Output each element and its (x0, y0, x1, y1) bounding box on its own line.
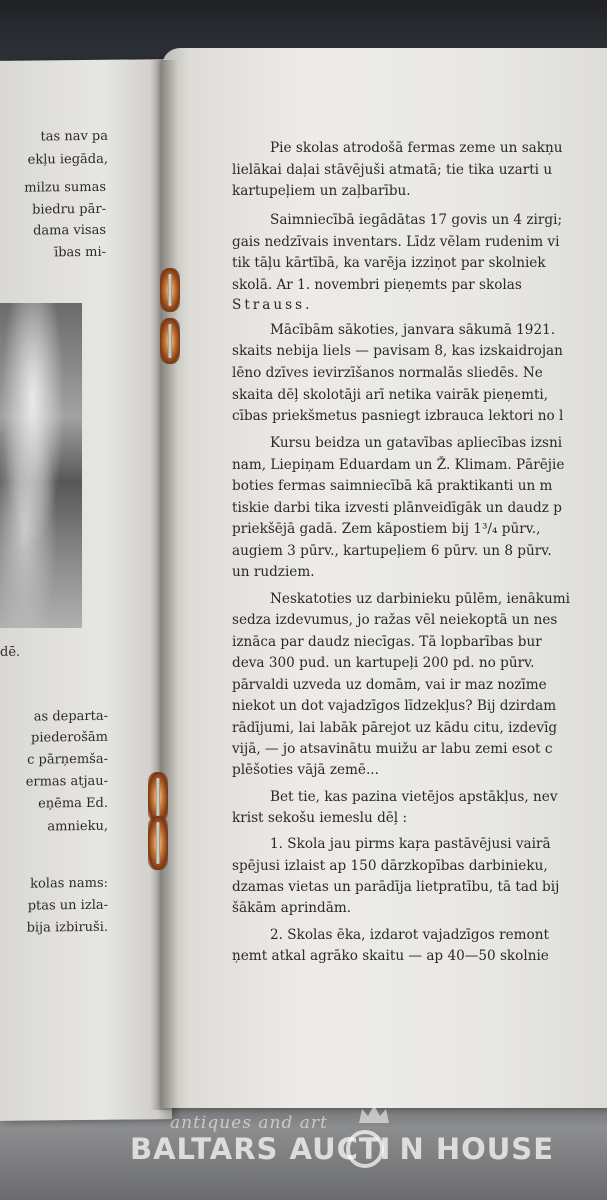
right-line: 1. Skola jau pirms kaŗa pastāvējusi vairā (270, 836, 551, 852)
right-line: tiskie darbi tika izvesti plānveidīgāk un daudz p (232, 500, 562, 516)
left-line: as departa- (33, 708, 108, 725)
right-line: lēno dzīves ievirzīšanos normalās sliedēs. Ne (232, 365, 543, 381)
left-line: c pārņemša- (27, 751, 108, 768)
right-line: skaita dēļ skolotāji arī netika vairāk pieņemti, (232, 387, 549, 403)
right-line: skaits nebija liels — pavisam 8, kas izskaidrojan (232, 343, 563, 359)
left-line: biedru pār- (32, 201, 106, 218)
left-line: dē. (0, 644, 21, 660)
right-line: tik tāļu kārtībā, ka varēja izziņot par skolniek (232, 255, 546, 271)
left-line: eņēma Ed. (38, 795, 108, 812)
watermark-brand-part-a: BALTARS AUCTI (130, 1132, 392, 1166)
right-line: boties fermas saimniecībā kā praktikanti un m (232, 478, 553, 494)
crown-icon (357, 1103, 391, 1127)
right-line: krist sekošu iemeslu dēļ : (232, 810, 408, 826)
right-line: nam, Liepiņam Eduardam un Ž. Klimam. Pārējie (232, 457, 565, 473)
right-line: cības priekšmetus pasniegt izbrauca lektori no l (232, 408, 564, 424)
left-line: milzu sumas (24, 179, 106, 196)
right-line: un rudziem. (232, 564, 315, 580)
right-line: Bet tie, kas pazina vietējos apstākļus, nev (270, 789, 558, 805)
left-line: dama visas (33, 222, 106, 239)
left-line: ekļu iegāda, (27, 151, 108, 168)
watermark-tagline: antiques and art (170, 1113, 328, 1133)
watermark-brand-part-b: N HOUSE (399, 1132, 555, 1166)
right-line: Neskatoties uz darbinieku pūlēm, ienākumi (270, 591, 570, 607)
right-line: ņemt atkal agrāko skaitu — ap 40—50 skolnie (232, 948, 549, 964)
left-line: amnieku, (47, 818, 108, 835)
right-line: augiem 3 pūrv., kartupeļiem 6 pūrv. un 8 pūrv. (232, 543, 552, 559)
right-line: Mācībām sākoties, janvara sākumā 1921. (270, 322, 556, 338)
right-line: pārvaldi uzveda uz domām, vai ir maz nozīme (232, 677, 547, 693)
left-line: ības mi- (54, 244, 106, 261)
right-line: lielākai daļai stāvējuši atmatā; tie tika uzarti u (232, 162, 553, 178)
left-line: piederošām (31, 729, 108, 746)
right-line: dzamas vietas un parādīja lietpratību, tā tad bij (232, 879, 560, 895)
right-line: vijā, — jo atsavinātu muižu ar labu zemi esot c (232, 741, 553, 757)
right-line: gais nedzīvais inventars. Līdz vēlam rudenim vi (232, 234, 560, 250)
right-line: Pie skolas atrodošā fermas zeme un sakņu (270, 140, 563, 156)
watermark-brand (130, 1132, 554, 1166)
left-line: ermas atjau- (25, 773, 108, 790)
right-line: kartupeļiem un zaļbarību. (232, 183, 411, 199)
right-line: Strauss. (232, 297, 313, 313)
right-line: plēšoties vājā zemē... (232, 762, 379, 778)
right-line: Saimniecībā iegādātas 17 govis un 4 zirgi; (270, 212, 563, 228)
right-line: rādījumi, lai labāk pārejot uz kādu citu, izdevīg (232, 720, 558, 736)
right-line: niekot un dot vajadzīgos līdzekļus? Bij dzirdam (232, 698, 557, 714)
right-line: 2. Skolas ēka, izdarot vajadzīgos remont (270, 927, 549, 943)
left-line: ptas un izla- (27, 897, 108, 914)
left-line: bija izbiruši. (26, 919, 108, 936)
watermark-o-ring (346, 1130, 384, 1168)
right-line: sedza izdevumus, jo ražas vēl neiekoptā un nes (232, 612, 558, 628)
right-line: šākām aprindām. (232, 900, 352, 916)
right-line: priekšējā gadā. Zem kāpostiem bij 1³/₄ pūrv., (232, 521, 541, 537)
right-line: Kursu beidza un gatavības apliecības izsni (270, 435, 563, 451)
left-line: kolas nams: (30, 875, 108, 892)
right-line: iznāca par daudz niecīgas. Tā lopbarības bur (232, 634, 542, 650)
right-line: skolā. Ar 1. novembri pieņemts par skolas (232, 277, 522, 293)
right-line: spējusi izlaist ap 150 dārzkopības darbinieku, (232, 858, 548, 874)
right-line: deva 300 pud. un kartupeļi 200 pd. no pūrv. (232, 655, 535, 671)
left-line: tas nav pa (40, 128, 108, 145)
